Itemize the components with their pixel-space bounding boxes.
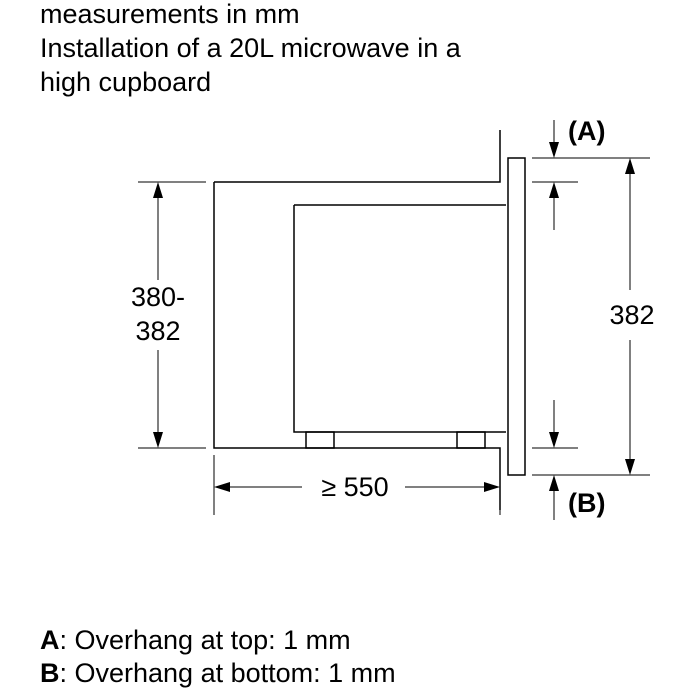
legend-b-text: : Overhang at bottom: 1 mm [59,658,396,688]
legend-b [40,657,396,689]
title-line-1: measurements in mm [40,0,300,29]
arrowhead-right-down [625,459,635,475]
height-left-label-line2: 382 [135,316,181,346]
height-left-label-line1: 380- [130,282,186,312]
overhang-a-label: (A) [568,116,606,146]
legend-b-key: B [40,658,60,688]
microwave-body [294,205,506,432]
arrowhead-depth-left [214,482,230,492]
arrowhead-right-up [625,158,635,174]
microwave-foot-right [457,432,485,448]
arrowhead-a-up [549,182,559,198]
depth-label: ≥ 550 [321,472,389,502]
legend-a [40,624,351,656]
title-line-3: high cupboard [40,67,212,97]
arrowhead-b-up [549,475,559,491]
arrowhead-depth-right [484,482,500,492]
arrowhead-left-down [153,432,163,448]
arrowhead-b-down [549,432,559,448]
overhang-b-label: (B) [568,488,606,518]
legend-a-text: : Overhang at top: 1 mm [59,625,351,655]
arrowhead-left-up [153,182,163,198]
microwave-foot-left [306,432,334,448]
legend-a-key: A [40,625,60,655]
height-right-label: 382 [609,300,655,330]
arrowhead-a-down [549,142,559,158]
title-line-2: Installation of a 20L microwave in a [40,33,461,63]
cupboard-niche [214,130,500,510]
microwave-front-panel [508,158,525,475]
